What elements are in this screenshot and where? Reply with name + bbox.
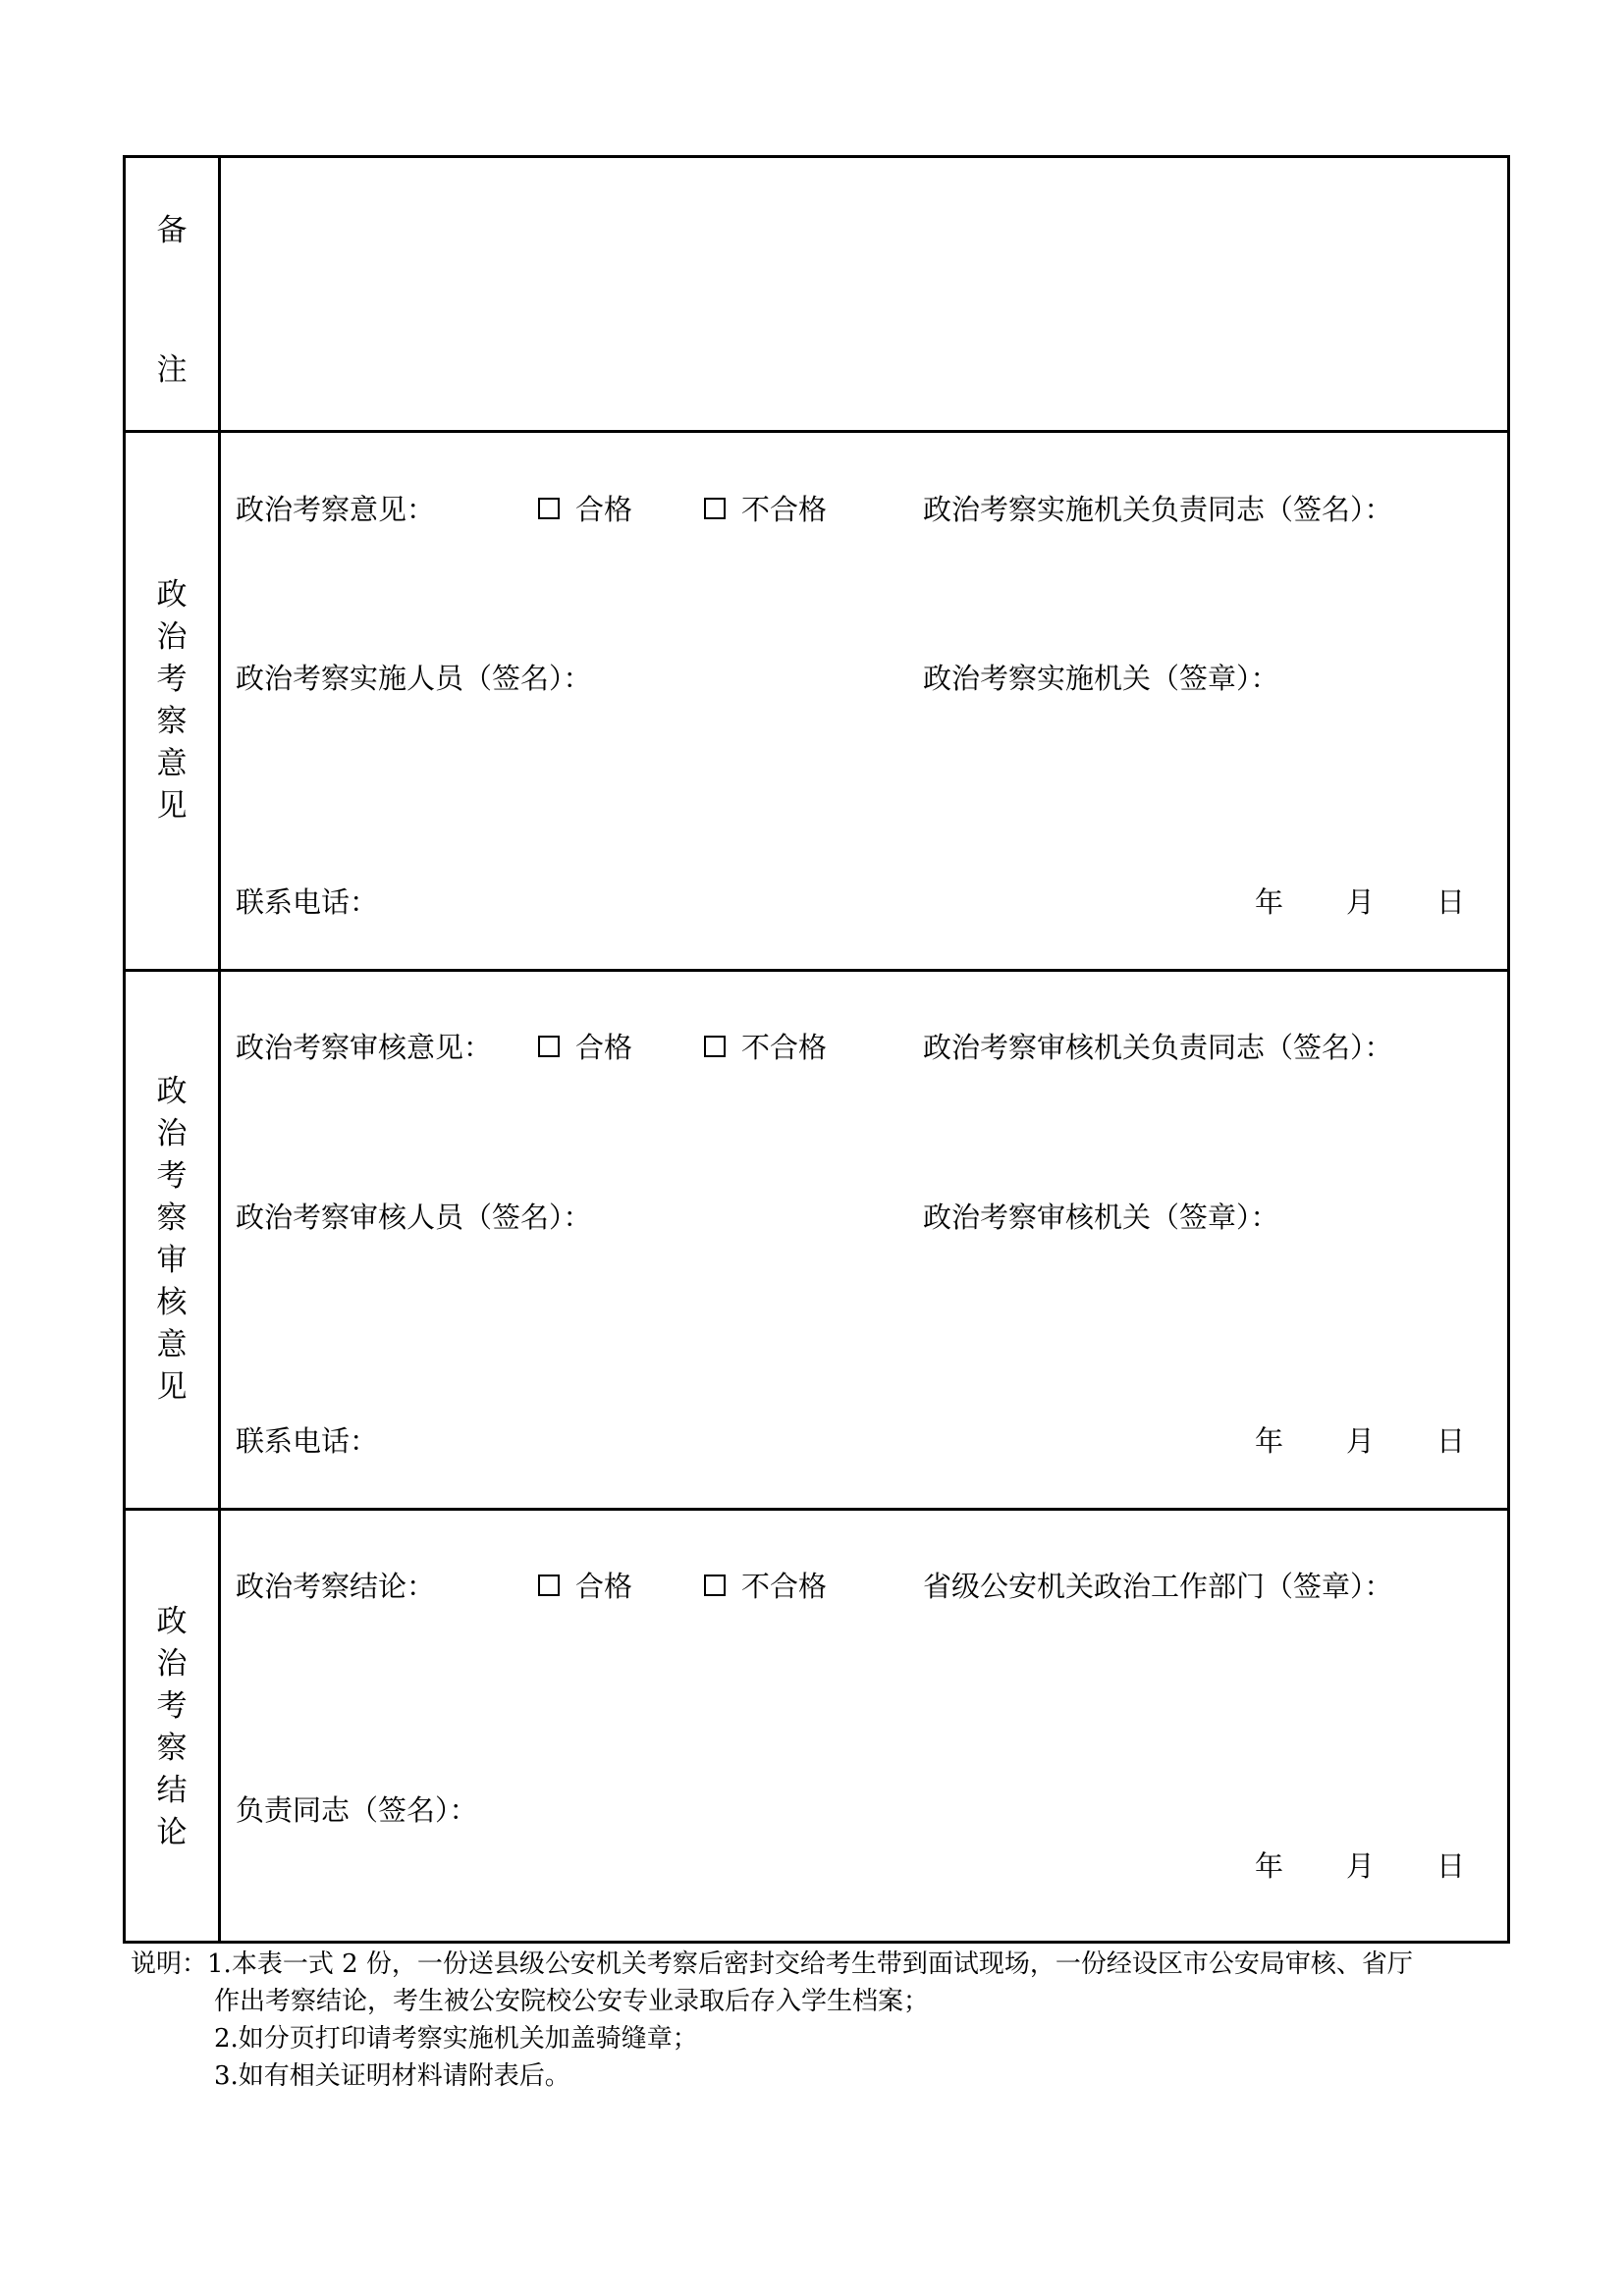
label-char: 结 — [156, 1772, 188, 1808]
checkbox-icon[interactable] — [704, 1575, 726, 1596]
label-char: 察 — [156, 1201, 188, 1236]
responsible-signature-label: 政治考察实施机关负责同志（签名）： — [923, 493, 1393, 526]
label-char: 意 — [156, 746, 188, 781]
label-char: 察 — [156, 704, 188, 739]
opinion-label: 政治考察意见： — [236, 493, 436, 526]
provincial-department-seal-label: 省级公安机关政治工作部门（签章）： — [923, 1570, 1393, 1603]
pass-option[interactable] — [538, 1565, 632, 1605]
label-char: 审 — [156, 1243, 188, 1278]
year-label: 年 — [1255, 885, 1284, 919]
day-label: 日 — [1436, 885, 1466, 919]
conclusion-label: 政治考察结论： — [236, 1570, 436, 1603]
note-item — [131, 2020, 1413, 2057]
note-item — [131, 1983, 1413, 2020]
day-label: 日 — [1436, 1849, 1466, 1883]
responsible-signature-label: 负责同志（签名）： — [236, 1793, 478, 1827]
year-label: 年 — [1255, 1849, 1284, 1883]
row-divider — [126, 1508, 1507, 1511]
checkbox-icon[interactable] — [704, 1036, 726, 1057]
note-item — [131, 1946, 1413, 1983]
checkbox-icon[interactable] — [704, 498, 726, 519]
label-char: 政 — [156, 577, 188, 613]
pass-option[interactable] — [538, 488, 632, 528]
fail-label: 不合格 — [741, 1570, 828, 1603]
remarks-field[interactable] — [221, 158, 1507, 430]
section-label-review — [126, 972, 218, 1508]
label-char: 考 — [156, 1158, 188, 1194]
fail-label: 不合格 — [741, 1031, 828, 1064]
label-char: 治 — [156, 1116, 188, 1151]
note-text: 作出考察结论，考生被公安院校公安专业录取后存入学生档案； — [214, 1987, 930, 2016]
year-label: 年 — [1255, 1424, 1284, 1458]
section-label-conclusion — [126, 1511, 218, 1944]
fail-label: 不合格 — [741, 493, 828, 526]
pass-label: 合格 — [575, 1031, 633, 1064]
staff-signature-label: 政治考察实施人员（签名）： — [236, 662, 592, 695]
label-char: 考 — [156, 1687, 188, 1724]
checkbox-icon[interactable] — [538, 498, 560, 519]
label-char: 察 — [156, 1730, 188, 1766]
label-char: 见 — [156, 788, 188, 824]
review-opinion-label: 政治考察审核意见： — [236, 1031, 493, 1064]
row-divider — [126, 430, 1507, 433]
review-staff-signature-label: 政治考察审核人员（签名）： — [236, 1201, 592, 1234]
pass-option[interactable] — [538, 1026, 632, 1066]
notes-prefix: 说明： — [131, 1949, 208, 1979]
phone-label: 联系电话： — [236, 885, 379, 919]
label-char: 见 — [156, 1369, 188, 1405]
month-label: 月 — [1346, 1424, 1376, 1458]
label-char: 政 — [156, 1603, 188, 1639]
review-agency-seal-label: 政治考察审核机关（签章）： — [923, 1201, 1279, 1234]
note-text: 3.如有相关证明材料请附表后。 — [214, 2061, 570, 2091]
month-label: 月 — [1346, 885, 1376, 919]
label-char: 政 — [156, 1074, 188, 1109]
phone-label: 联系电话： — [236, 1424, 379, 1458]
label-char: 治 — [156, 619, 188, 655]
label-char: 治 — [156, 1645, 188, 1682]
note-text: 1.本表一式 2 份，一份送县级公安机关考察后密封交给考生带到面试现场，一份经设区市公安局审核、省厅 — [207, 1949, 1413, 1979]
month-label: 月 — [1346, 1849, 1376, 1883]
form-table — [123, 155, 1510, 1944]
day-label: 日 — [1436, 1424, 1466, 1458]
row-divider — [126, 969, 1507, 972]
footnotes — [131, 1946, 1413, 2095]
remarks-label-char: 注 — [156, 352, 188, 388]
fail-option[interactable] — [704, 1565, 827, 1605]
checkbox-icon[interactable] — [538, 1036, 560, 1057]
review-responsible-signature-label: 政治考察审核机关负责同志（签名）： — [923, 1031, 1393, 1064]
label-char: 意 — [156, 1327, 188, 1362]
remarks-label-char: 备 — [156, 213, 188, 248]
note-text: 2.如分页打印请考察实施机关加盖骑缝章； — [214, 2024, 698, 2054]
pass-label: 合格 — [575, 493, 633, 526]
fail-option[interactable] — [704, 1026, 827, 1066]
checkbox-icon[interactable] — [538, 1575, 560, 1596]
pass-label: 合格 — [575, 1570, 633, 1603]
label-char: 论 — [156, 1814, 188, 1850]
agency-seal-label: 政治考察实施机关（签章）： — [923, 662, 1279, 695]
fail-option[interactable] — [704, 488, 827, 528]
label-char: 核 — [156, 1285, 188, 1320]
section-label-investigation — [126, 433, 218, 969]
note-item — [131, 2057, 1413, 2095]
label-char: 考 — [156, 662, 188, 697]
